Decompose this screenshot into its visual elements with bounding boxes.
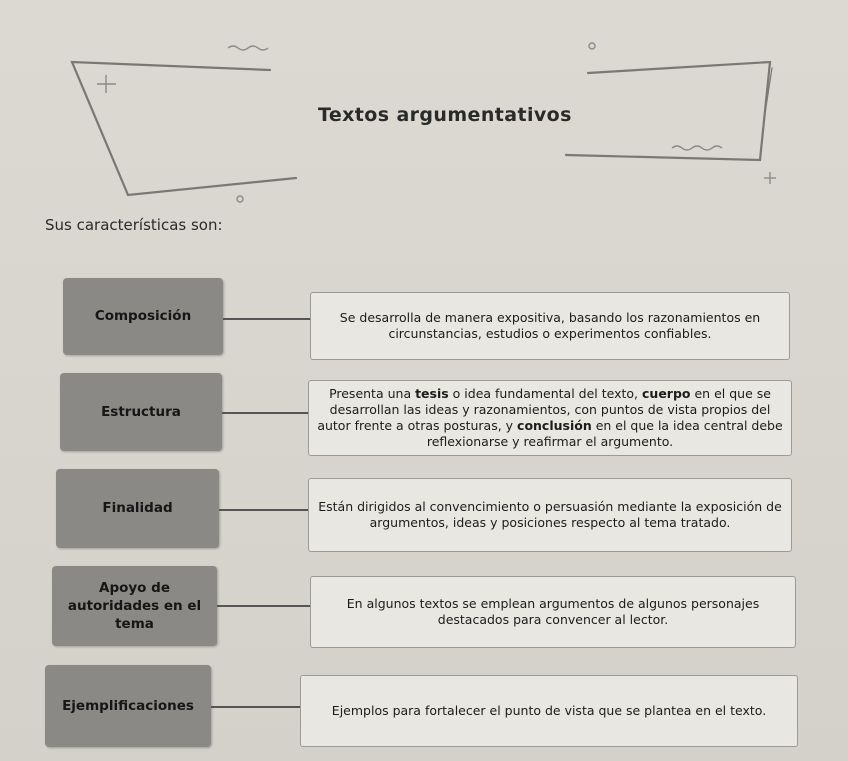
- page-title: Textos argumentativos: [318, 104, 572, 126]
- label-finalidad: [56, 469, 219, 548]
- description-ejemplificaciones: [300, 675, 798, 747]
- description-text: En algunos textos se emplean argumentos de algunos personajes destacados para convencer al lector.: [346, 596, 760, 627]
- keyword-cuerpo: cuerpo: [642, 386, 691, 401]
- keyword-conclusion: conclusión: [517, 418, 592, 433]
- connector-line: [222, 412, 308, 414]
- description-apoyo: [310, 576, 796, 648]
- label-apoyo-de-autoridades: [52, 566, 217, 646]
- label-text: Ejemplificaciones: [62, 697, 194, 714]
- description-composicion: [310, 292, 790, 360]
- label-text: Finalidad: [102, 500, 173, 517]
- label-ejemplificaciones: [45, 665, 211, 747]
- keyword-tesis: tesis: [415, 386, 449, 401]
- section-subtitle: Sus características son:: [45, 216, 223, 234]
- label-composicion: [63, 278, 223, 355]
- description-finalidad: [308, 478, 792, 552]
- description-text: Se desarrolla de manera expositiva, basando los razonamientos en circunstancias, estudios o experimentos confiables.: [339, 310, 761, 341]
- connector-line: [211, 706, 308, 708]
- label-text: Estructura: [101, 403, 181, 420]
- description-text: Ejemplos para fortalecer el punto de vista que se plantea en el texto.: [331, 703, 767, 718]
- description-text: Presenta una tesis o idea fundamental del texto, cuerpo en el que se desarrollan las ideas y razonamientos, con puntos de vista propios del autor frente a otras posturas, y conclusión en el que la idea central debe reflexionarse y reafirmar el argumento.: [317, 386, 783, 449]
- connector-line: [223, 318, 310, 320]
- description-text: Están dirigidos al convencimiento o persuasión mediante la exposición de argumentos, ideas y posiciones respecto al tema tratado.: [318, 499, 782, 530]
- description-estructura: [308, 380, 792, 456]
- label-text: Apoyo de autoridades en el tema: [67, 579, 202, 633]
- connector-line: [217, 605, 310, 607]
- label-text: Composición: [94, 308, 192, 325]
- label-estructura: [60, 373, 222, 451]
- connector-line: [219, 509, 308, 511]
